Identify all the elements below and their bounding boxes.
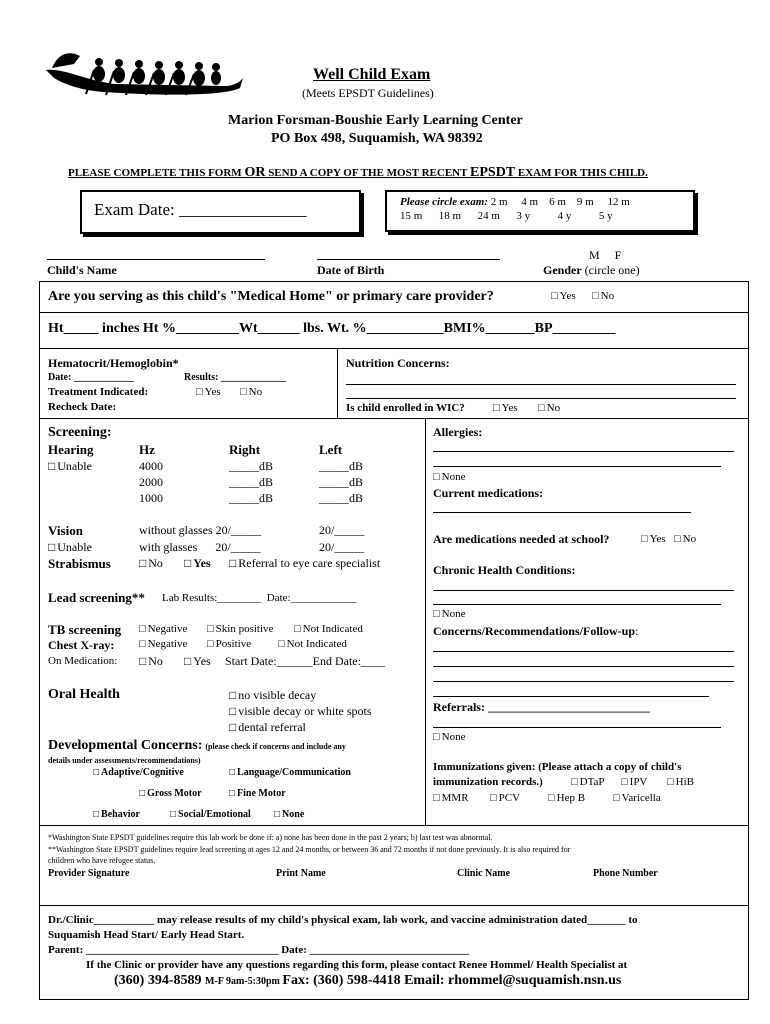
immunizations-title: Immunizations given: (Please attach a copy of child's <box>433 761 682 773</box>
freq-2000: 2000 <box>139 475 163 489</box>
tb-not-indicated[interactable]: □ Not Indicated <box>294 623 363 635</box>
on-med-yes[interactable]: □ Yes <box>184 654 211 669</box>
footnote-3: children who have refugee status. <box>48 856 156 865</box>
dev-adaptive[interactable]: □ Adaptive/Cognitive <box>93 767 184 778</box>
footnote-1: *Washington State EPSDT guidelines require this lab work be done if: a) none has been done in the past 2 years; b) last test was abnormal. <box>48 833 493 842</box>
left-eye-without[interactable]: 20/_____ <box>319 523 365 537</box>
release-line-1[interactable]: Dr./Clinic___________ may release results of my child's physical exam, lab work, and vaccine administration dated_______ to <box>48 914 638 926</box>
circle-exam-options1: 2 m 4 m 6 m 9 m 12 m <box>490 196 630 208</box>
hemo-treatment: Treatment Indicated: <box>48 386 149 398</box>
right-db-2000[interactable]: _____dB <box>229 475 274 489</box>
referrals-none[interactable]: □ None <box>433 731 465 743</box>
exam-date-label: Exam Date: _______________ <box>94 200 307 219</box>
clinic-name-label[interactable]: Clinic Name <box>457 868 511 879</box>
gender-options[interactable]: M F <box>589 248 622 262</box>
child-name-line[interactable] <box>47 259 265 260</box>
tb-label: TB screening <box>48 622 122 637</box>
instruction-part-b: SEND A COPY OF THE MOST RECENT <box>265 167 471 179</box>
oral-visible-decay[interactable]: □ visible decay or white spots <box>229 704 372 719</box>
oral-health-label: Oral Health <box>48 687 120 702</box>
right-header: Right <box>229 442 261 457</box>
circle-exam-prompt: Please circle exam: <box>400 196 488 208</box>
release-line-2: Suquamish Head Start/ Early Head Start. <box>48 929 245 941</box>
referrals-line[interactable] <box>433 727 721 728</box>
instruction-part-a: PLEASE COMPLETE THIS FORM <box>68 167 245 179</box>
dev-social[interactable]: □ Social/Emotional <box>170 809 251 820</box>
gender-field <box>543 263 640 278</box>
tb-negative[interactable]: □ Negative <box>139 623 187 635</box>
allergies-none[interactable]: □ None <box>433 471 465 483</box>
instruction-part-c: EXAM FOR THIS CHILD. <box>515 167 648 179</box>
strabismus-yes[interactable]: □ Yes <box>184 556 211 571</box>
nutrition-line-1[interactable] <box>346 384 736 385</box>
concerns-line-4[interactable] <box>433 696 709 697</box>
footnote-2: **Washington State EPSDT guidelines require lead screening at ages 12 and 24 months, or between 36 and 72 months if not done previously. It is also required for <box>48 845 571 854</box>
allergies-label: Allergies: <box>433 425 483 439</box>
meds-school-no[interactable]: □ No <box>674 533 696 545</box>
hemo-recheck[interactable]: Recheck Date: <box>48 401 117 413</box>
tb-skin-positive[interactable]: □ Skin positive <box>207 623 273 635</box>
hemo-title: Hematocrit/Hemoglobin* <box>48 356 179 370</box>
concerns-line-2[interactable] <box>433 666 734 667</box>
strabismus-label: Strabismus <box>48 556 111 571</box>
concerns-line-3[interactable] <box>433 681 734 682</box>
left-db-2000[interactable]: _____dB <box>319 475 364 489</box>
freq-1000: 1000 <box>139 491 163 505</box>
dev-language[interactable]: □ Language/Communication <box>229 767 351 778</box>
form-subtitle: (Meets EPSDT Guidelines) <box>302 86 434 100</box>
chest-negative[interactable]: □ Negative <box>139 638 187 650</box>
chronic-line-1[interactable] <box>433 590 734 591</box>
contact-note: If the Clinic or provider have any questions regarding this form, please contact Renee Hommel/ Health Specialist at <box>86 959 628 971</box>
freq-4000: 4000 <box>139 459 163 473</box>
concerns-title: Concerns/Recommendations/Follow-up <box>433 624 635 638</box>
screening-title: Screening: <box>48 425 112 440</box>
concerns-label <box>433 624 638 639</box>
imm-mmr[interactable]: □ MMR <box>433 792 469 804</box>
nutrition-line-2[interactable] <box>346 398 736 399</box>
right-db-4000[interactable]: _____dB <box>229 459 274 473</box>
hemo-yes[interactable]: □ Yes <box>196 386 221 398</box>
lead-label: Lead screening** <box>48 590 145 605</box>
contact-info <box>114 973 621 989</box>
meds-at-school: Are medications needed at school? <box>433 532 610 546</box>
medical-home-no[interactable]: □ No <box>592 290 614 302</box>
canoe-logo <box>44 40 244 98</box>
provider-signature-label[interactable]: Provider Signature <box>48 868 130 879</box>
imm-ipv[interactable]: □ IPV <box>621 776 647 788</box>
current-meds-line[interactable] <box>433 512 691 513</box>
wic-no[interactable]: □ No <box>538 402 560 414</box>
imm-hib[interactable]: □ HiB <box>667 776 694 788</box>
dev-note-a: (please check if concerns and include any <box>205 742 346 751</box>
right-db-1000[interactable]: _____dB <box>229 491 274 505</box>
chronic-label: Chronic Health Conditions: <box>433 563 576 577</box>
dev-note-b: details under assessments/recommendations) <box>48 756 201 765</box>
imm-varicella[interactable]: □ Varicella <box>613 792 661 804</box>
dev-title: Developmental Concerns: <box>48 738 203 753</box>
allergies-line-2[interactable] <box>433 466 721 467</box>
oral-dental-referral[interactable]: □ dental referral <box>229 720 306 735</box>
concerns-colon: : <box>635 624 639 638</box>
chest-not-indicated[interactable]: □ Not Indicated <box>278 638 347 650</box>
concerns-line-1[interactable] <box>433 651 734 652</box>
hemo-no[interactable]: □ No <box>240 386 262 398</box>
chest-positive[interactable]: □ Positive <box>207 638 251 650</box>
vision-unable[interactable]: □ Unable <box>48 540 92 555</box>
with-glasses[interactable]: with glasses 20/_____ <box>139 540 261 554</box>
instruction-line <box>68 165 648 181</box>
dev-fine-motor[interactable]: □ Fine Motor <box>229 788 286 799</box>
contact-phone: (360) 394-8589 <box>114 973 205 988</box>
chronic-none[interactable]: □ None <box>433 608 465 620</box>
dob-line[interactable] <box>317 259 500 260</box>
dob-label: Date of Birth <box>317 263 385 277</box>
gender-label: Gender <box>543 263 582 277</box>
gender-hint: (circle one) <box>581 263 640 277</box>
org-address: PO Box 498, Suquamish, WA 98392 <box>271 131 483 146</box>
left-header: Left <box>319 442 343 457</box>
imm-dtap[interactable]: □ DTaP <box>571 776 605 788</box>
without-glasses[interactable]: without glasses 20/_____ <box>139 523 261 537</box>
child-name-label: Child's Name <box>47 263 117 277</box>
strabismus-referral[interactable]: □ Referral to eye care specialist <box>229 556 380 571</box>
med-dates[interactable]: Start Date:______End Date:____ <box>225 654 385 668</box>
instruction-or: OR <box>244 165 266 180</box>
wic-question: Is child enrolled in WIC? <box>346 402 465 414</box>
circle-exam-options2: 15 m 18 m 24 m 3 y 4 y 5 y <box>400 210 613 222</box>
medical-home-yes[interactable]: □ Yes <box>551 290 576 302</box>
imm-hepb[interactable]: □ Hep B <box>548 792 585 804</box>
dev-gross-motor[interactable]: □ Gross Motor <box>139 788 202 799</box>
hemo-results[interactable]: Results: _____________ <box>184 372 286 383</box>
immunizations-note: immunization records.) <box>433 776 543 788</box>
hearing-unable[interactable]: □ Unable <box>48 459 92 474</box>
vision-label: Vision <box>48 523 83 538</box>
phone-number-label[interactable]: Phone Number <box>593 868 658 879</box>
dev-behavior[interactable]: □ Behavior <box>93 809 140 820</box>
oral-no-decay[interactable]: □ no visible decay <box>229 688 316 703</box>
left-db-1000[interactable]: _____dB <box>319 491 364 505</box>
medical-home-question: Are you serving as this child's "Medical Home" or primary care provider? <box>48 289 494 304</box>
chest-xray-label: Chest X-ray: <box>48 638 115 652</box>
print-name-label[interactable]: Print Name <box>276 868 326 879</box>
current-meds-label: Current medications: <box>433 486 544 500</box>
org-name: Marion Forsman-Boushie Early Learning Center <box>228 113 523 128</box>
left-eye-with[interactable]: 20/_____ <box>319 540 365 554</box>
instruction-epsdt: EPSDT <box>470 165 516 180</box>
lead-lab-results[interactable]: Lab Results:________ Date:____________ <box>162 592 357 604</box>
hemo-date[interactable]: Date: ____________ <box>48 372 134 383</box>
hz-header: Hz <box>139 442 155 457</box>
parent-signature[interactable]: Parent: ___________________________________ Date: _____________________________ <box>48 944 470 956</box>
nutrition-title: Nutrition Concerns: <box>346 356 450 370</box>
circle-exam-row1 <box>400 196 630 208</box>
allergies-line-1[interactable] <box>433 451 734 452</box>
vitals-line[interactable]: Ht_____ inches Ht %_________Wt______ lbs. Wt. %___________BMI%_______BP_________ <box>48 321 616 336</box>
chronic-line-2[interactable] <box>433 604 721 605</box>
on-medication-label: On Medication: <box>48 655 118 667</box>
meds-school-yes[interactable]: □ Yes <box>641 533 666 545</box>
contact-hours: M-F 9am-5:30pm <box>205 976 283 987</box>
left-db-4000[interactable]: _____dB <box>319 459 364 473</box>
hearing-label: Hearing <box>48 442 94 457</box>
dev-none[interactable]: □ None <box>274 809 304 820</box>
dev-concerns <box>48 738 346 754</box>
on-med-no[interactable]: □ No <box>139 654 163 669</box>
imm-pcv[interactable]: □ PCV <box>490 792 520 804</box>
wic-yes[interactable]: □ Yes <box>493 402 518 414</box>
referrals-label[interactable]: Referrals: ___________________________ <box>433 700 650 714</box>
form-title: Well Child Exam <box>313 66 431 83</box>
contact-fax-email: Fax: (360) 598-4418 Email: rhommel@suquamish.nsn.us <box>282 973 622 988</box>
strabismus-no[interactable]: □ No <box>139 556 163 571</box>
